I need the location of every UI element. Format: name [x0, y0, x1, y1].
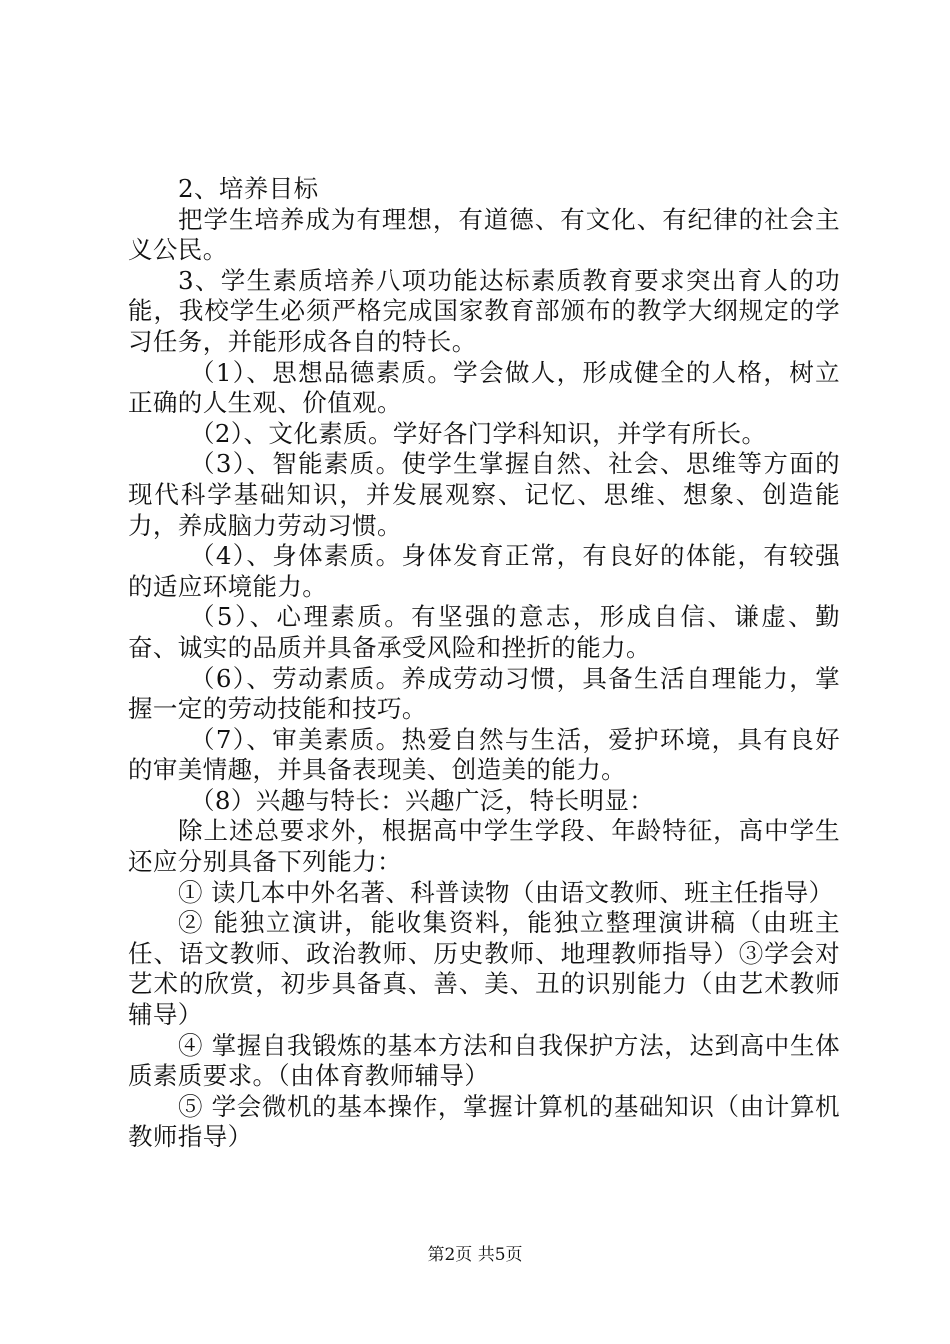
ability-item-reading: ① 读几本中外名著、科普读物（由语文教师、班主任指导）: [178, 877, 834, 907]
section-heading-eight-qualities: 3、学生素质培养八项功能达标素质教育要求突出育人的功能，我校学生必须严格完成国家教育部颁布的教学大纲规定的学习任务，并能形成各自的特长。: [128, 265, 840, 356]
ability-item-computer: ⑤ 学会微机的基本操作，掌握计算机的基础知识（由计算机教师指导）: [128, 1091, 840, 1152]
list-item-cultural-quality: （2）、文化素质。学好各门学科知识，并学有所长。: [190, 418, 767, 448]
page-number-footer: 第2页 共5页: [427, 1245, 523, 1265]
list-item-intellectual-quality: （3）、智能素质。使学生掌握自然、社会、思维等方面的现代科学基础知识，并发展观察、记忆、思维、想象、创造能力，养成脑力劳动习惯。: [128, 449, 840, 540]
ability-item-physical-training: ④ 掌握自我锻炼的基本方法和自我保护方法，达到高中生体质素质要求。（由体育教师辅导）: [128, 1030, 840, 1091]
list-item-aesthetic-quality: （7）、审美素质。热爱自然与生活，爱护环境，具有良好的审美情趣，并具备表现美、创造美的能力。: [128, 724, 840, 785]
document-body: [128, 174, 840, 1153]
list-item-physical-quality: （4）、身体素质。身体发育正常，有良好的体能，有较强的适应环境能力。: [128, 541, 840, 601]
list-item-labor-quality: （6）、劳动素质。养成劳动习惯，具备生活自理能力，掌握一定的劳动技能和技巧。: [128, 663, 840, 724]
ability-item-speech-and-art: ② 能独立演讲，能收集资料，能独立整理演讲稿（由班主任、语文教师、政治教师、历史教师、地理教师指导）③学会对艺术的欣赏，初步具备真、善、美、丑的识别能力（由艺术教师辅导）: [128, 908, 840, 1030]
paragraph-goal: 把学生培养成为有理想，有道德、有文化、有纪律的社会主义公民。: [128, 204, 840, 265]
list-item-interests: （8）兴趣与特长：兴趣广泛，特长明显：: [190, 785, 655, 815]
section-heading-training-goal: 2、培养目标: [178, 174, 319, 203]
list-item-psychological-quality: （5）、心理素质。有坚强的意志，形成自信、谦虚、勤奋、诚实的品质并具备承受风险和挫折的能力。: [128, 602, 840, 662]
paragraph-extra-requirements: 除上述总要求外，根据高中学生学段、年龄特征，高中学生还应分别具备下列能力：: [128, 816, 840, 877]
list-item-moral-quality: （1）、思想品德素质。学会做人，形成健全的人格，树立正确的人生观、价值观。: [128, 357, 840, 418]
